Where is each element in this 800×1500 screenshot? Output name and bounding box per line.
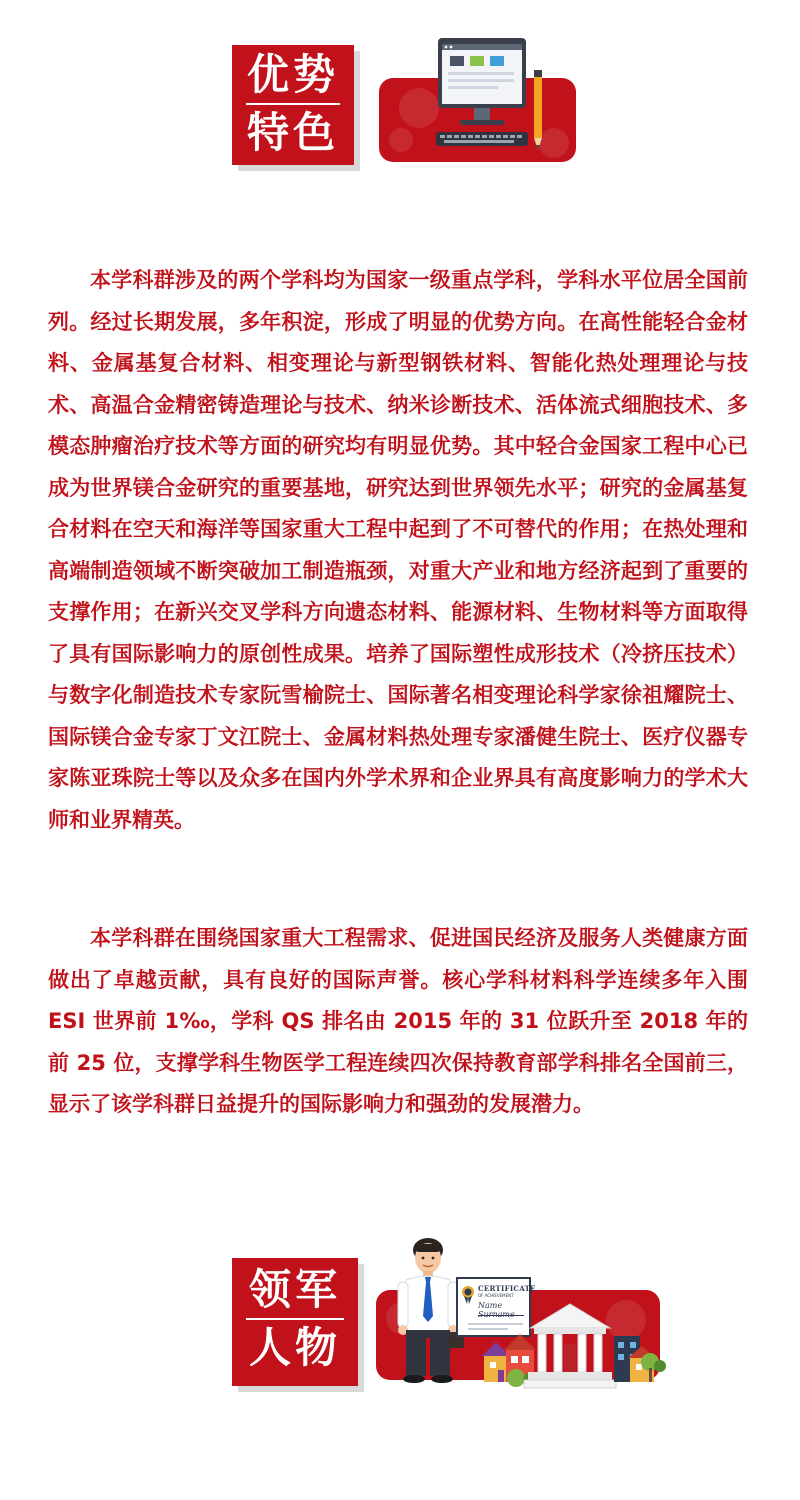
certificate-seal-icon [461,1285,475,1305]
section-title-line1: 优势 [246,50,339,99]
banner-decor-dot [389,128,413,152]
section-title-line2: 人物 [248,1323,341,1372]
paragraph-contributions: 本学科群在围绕国家重大工程需求、促进国民经济及服务人类健康方面做出了卓越贡献，具有良好的国际声誉。核心学科材料科学连续多年入围 ESI 世界前 1‰，学科 QS 排名由 2015 年的 31 位跃升至 2018 年的前 25 位，支撑学科生物医学工程连续四次保持教育部学科排名全国前三，显示了该学科群日益提升的国际影响力和强劲的发展潜力。 [48,926,748,1116]
certificate-name: Name [478,1301,503,1310]
paragraph-advantages: 本学科群涉及的两个学科均为国家一级重点学科，学科水平位居全国前列。经过长期发展，多年积淀，形成了明显的优势方向。在高性能轻合金材料、金属基复合材料、相变理论与新型钢铁材料、智能化热处理理论与技术、高温合金精密铸造理论与技术、纳米诊断技术、活体流式细胞技术、多模态肿瘤治疗技术等方面的研究均有明显优势。其中轻合金国家工程中心已成为世界镁合金研究的重要基地，研究达到世界领先水平；研究的金属基复合材料在空天和海洋等国家重大工程中起到了不可替代的作用；在热处理和高端制造领域不断突破加工制造瓶颈，对重大产业和地方经济起到了重要的支撑作用；在新兴交叉学科方向遗态材料、能源材料、生物材料等方面取得了具有国际影响力的原创性成果。培养了国际塑性成形技术（冷挤压技术）与数字化制造技术专家阮雪榆院士、国际著名相变理论科学家徐祖耀院士、国际镁合金专家丁文江院士、金属材料热处理专家潘健生院士、医疗仪器专家陈亚珠院士等以及众多在国内外学术界和企业界具有高度影响力的学术大师和业界精英。 [48,268,748,832]
certificate-subtitle: OF ACHIEVEMENT [478,1293,514,1298]
section-title-leaders [232,1258,358,1386]
section-title-line1: 领军 [248,1265,341,1314]
businessman-icon [392,1236,464,1384]
computer-monitor-with-pencil-icon [432,36,552,156]
title-divider [246,1318,344,1320]
section-title-advantages [232,45,354,165]
title-divider [246,103,340,105]
buildings-town-icon [478,1300,668,1392]
section-title-line2: 特色 [246,108,339,157]
certificate-title: CERTIFICATE [478,1284,536,1293]
